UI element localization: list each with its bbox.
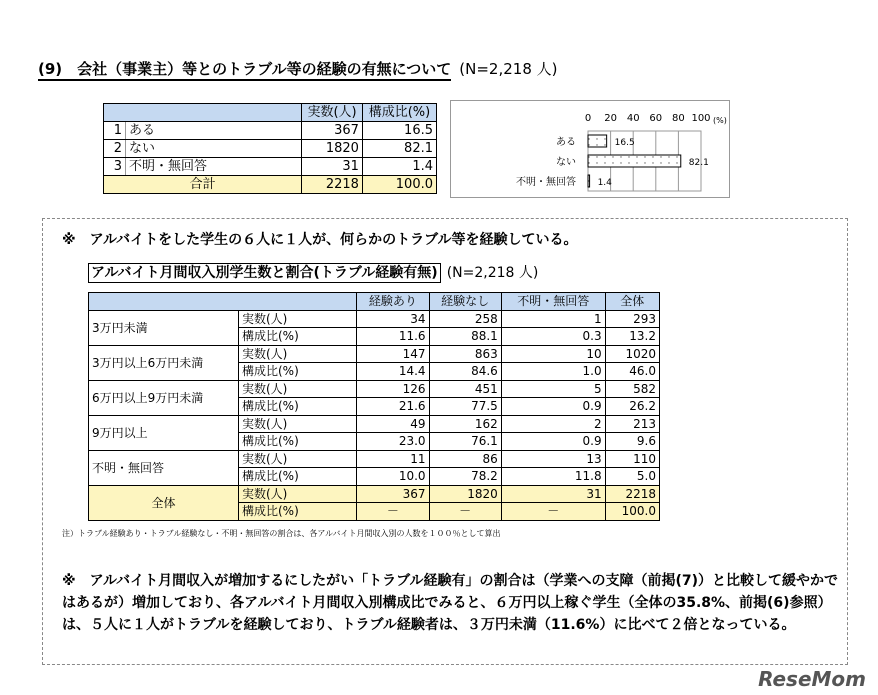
- count-cell: 582: [605, 380, 659, 398]
- count-cell: 49: [357, 415, 429, 433]
- group-label: 9万円以上: [89, 415, 239, 450]
- x-tick-label: 100: [691, 113, 711, 124]
- count-cell: 11: [357, 450, 429, 468]
- row-count: 367: [302, 122, 363, 140]
- count-cell: 34: [357, 310, 429, 328]
- bar: [588, 135, 607, 147]
- table-row: [89, 345, 660, 363]
- pct-cell: 0.9: [501, 433, 605, 451]
- unit-label: (%): [713, 116, 727, 125]
- row-pct: 82.1: [362, 140, 436, 158]
- group-label: 6万円以上9万円未満: [89, 380, 239, 415]
- bar-chart-svg: [451, 101, 729, 197]
- pct-label: 構成比(%): [239, 363, 357, 381]
- row-count: 31: [302, 158, 363, 176]
- summary-paragraph: ※ アルバイト月間収入が増加するにしたがい「トラブル経験有」の割合は（学業への支障（前掲(7)）と比較して緩やかではあるが）増加しており、各アルバイト月間収入別構成比でみると、６万円以上稼ぐ学生（全体の35.8%、前掲(6)参照）は、５人に１人がトラブルを経験しており、トラブル経験者は、３万円未満（11.6%）に比べて２倍となっている。: [62, 573, 839, 633]
- table-row: [89, 415, 660, 433]
- count-cell: 2218: [605, 485, 659, 503]
- count-cell: 863: [429, 345, 501, 363]
- row-number: 1: [104, 122, 126, 140]
- row-number: 2: [104, 140, 126, 158]
- count-label: 実数(人): [239, 380, 357, 398]
- pct-cell: －: [501, 503, 605, 521]
- row-label: 不明・無回答: [126, 158, 302, 176]
- count-cell: 110: [605, 450, 659, 468]
- count-cell: 13: [501, 450, 605, 468]
- pct-label: 構成比(%): [239, 503, 357, 521]
- count-cell: 1: [501, 310, 605, 328]
- row-label: ある: [126, 122, 302, 140]
- count-cell: 293: [605, 310, 659, 328]
- table-row: [89, 380, 660, 398]
- count-label: 実数(人): [239, 450, 357, 468]
- subtitle-n: (N=2,218 人): [446, 265, 539, 281]
- pct-cell: 10.0: [357, 468, 429, 486]
- row-count: 1820: [302, 140, 363, 158]
- total-count: 2218: [302, 176, 363, 194]
- table-row: [104, 140, 437, 158]
- pct-label: 構成比(%): [239, 398, 357, 416]
- pct-cell: 11.8: [501, 468, 605, 486]
- row-pct: 1.4: [362, 158, 436, 176]
- section-title-text: 会社（事業主）等とのトラブル等の経験の有無について: [77, 60, 452, 78]
- table-row: [89, 485, 660, 503]
- data-label: 82.1: [688, 158, 709, 168]
- pct-label: 構成比(%): [239, 328, 357, 346]
- pct-cell: 84.6: [429, 363, 501, 381]
- row-pct: 16.5: [362, 122, 436, 140]
- count-cell: 10: [501, 345, 605, 363]
- table-row: [89, 310, 660, 328]
- count-cell: 147: [357, 345, 429, 363]
- count-cell: 86: [429, 450, 501, 468]
- row-number: 3: [104, 158, 126, 176]
- pct-cell: 0.9: [501, 398, 605, 416]
- header-no: 経験なし: [429, 293, 501, 311]
- table-note: 注）トラブル経験あり・トラブル経験なし・不明・無回答の割合は、各アルバイト月間収入別の人数を１００％として算出: [62, 529, 501, 538]
- row-label: ない: [126, 140, 302, 158]
- table-row: [104, 158, 437, 176]
- pct-cell: 13.2: [605, 328, 659, 346]
- bar: [588, 155, 681, 167]
- count-cell: 451: [429, 380, 501, 398]
- table-subtitle: [88, 262, 538, 282]
- section-number: (9): [38, 60, 63, 78]
- pct-cell: 46.0: [605, 363, 659, 381]
- count-label: 実数(人): [239, 415, 357, 433]
- count-cell: 258: [429, 310, 501, 328]
- x-tick-label: 20: [604, 113, 617, 124]
- count-cell: 2: [501, 415, 605, 433]
- pct-cell: 100.0: [605, 503, 659, 521]
- section-title: [38, 58, 558, 79]
- pct-cell: －: [357, 503, 429, 521]
- header-count: 実数(人): [302, 104, 363, 122]
- group-label: 3万円未満: [89, 310, 239, 345]
- count-label: 実数(人): [239, 485, 357, 503]
- pct-cell: 1.0: [501, 363, 605, 381]
- count-cell: 367: [357, 485, 429, 503]
- count-cell: 1820: [429, 485, 501, 503]
- x-tick-label: 80: [672, 113, 685, 124]
- count-cell: 126: [357, 380, 429, 398]
- header-blank: [104, 104, 302, 122]
- data-label: 1.4: [597, 178, 612, 188]
- x-tick-label: 60: [649, 113, 663, 124]
- pct-cell: 14.4: [357, 363, 429, 381]
- total-pct: 100.0: [362, 176, 436, 194]
- count-cell: 5: [501, 380, 605, 398]
- count-cell: 31: [501, 485, 605, 503]
- pct-cell: 11.6: [357, 328, 429, 346]
- count-cell: 1020: [605, 345, 659, 363]
- header-total: 全体: [605, 293, 659, 311]
- group-label: 全体: [89, 485, 239, 520]
- table-row: [104, 122, 437, 140]
- pct-cell: 21.6: [357, 398, 429, 416]
- count-cell: 213: [605, 415, 659, 433]
- count-label: 実数(人): [239, 310, 357, 328]
- category-label: ある: [556, 137, 576, 148]
- pct-cell: 76.1: [429, 433, 501, 451]
- category-label: ない: [556, 157, 576, 168]
- income-table: [88, 292, 660, 521]
- pct-cell: －: [429, 503, 501, 521]
- bar: [588, 175, 590, 187]
- pct-cell: 77.5: [429, 398, 501, 416]
- pct-label: 構成比(%): [239, 433, 357, 451]
- pct-label: 構成比(%): [239, 468, 357, 486]
- total-label: 合計: [104, 176, 302, 194]
- count-label: 実数(人): [239, 345, 357, 363]
- pct-cell: 9.6: [605, 433, 659, 451]
- pct-cell: 23.0: [357, 433, 429, 451]
- header-unknown: 不明・無回答: [501, 293, 605, 311]
- watermark-logo: ReseMom: [758, 667, 866, 691]
- summary-table: [103, 103, 437, 194]
- box-headline: ※ アルバイトをした学生の６人に１人が、何らかのトラブル等を経験している。: [62, 232, 578, 248]
- sample-size: (N=2,218 人): [459, 60, 558, 78]
- bar-chart: [450, 100, 730, 198]
- data-label: 16.5: [614, 138, 635, 148]
- pct-cell: 78.2: [429, 468, 501, 486]
- category-label: 不明・無回答: [516, 177, 576, 188]
- pct-cell: 26.2: [605, 398, 659, 416]
- header-yes: 経験あり: [357, 293, 429, 311]
- table-row: [89, 450, 660, 468]
- header-pct: 構成比(%): [362, 104, 436, 122]
- group-label: 3万円以上6万円未満: [89, 345, 239, 380]
- pct-cell: 0.3: [501, 328, 605, 346]
- pct-cell: 5.0: [605, 468, 659, 486]
- header-blank: [89, 293, 357, 311]
- count-cell: 162: [429, 415, 501, 433]
- pct-cell: 88.1: [429, 328, 501, 346]
- group-label: 不明・無回答: [89, 450, 239, 485]
- x-tick-label: 40: [626, 113, 640, 124]
- subtitle-text: アルバイト月間収入別学生数と割合(トラブル経験有無): [88, 263, 441, 283]
- x-tick-label: 0: [584, 113, 592, 124]
